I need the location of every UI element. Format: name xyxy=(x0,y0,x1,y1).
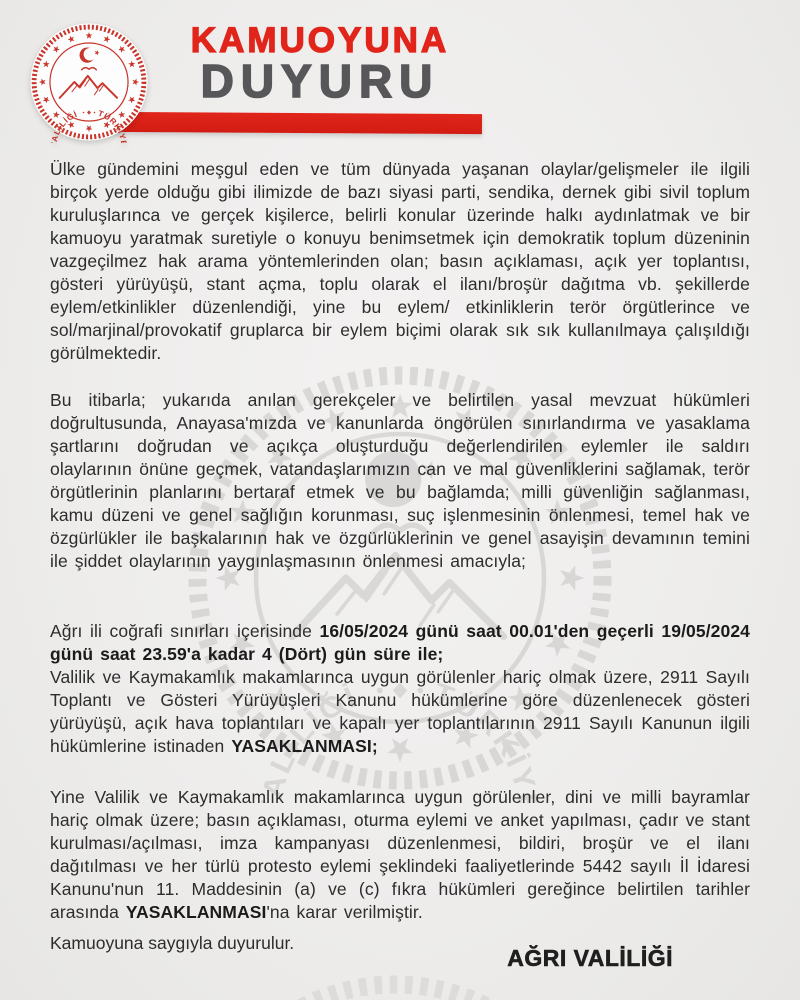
announcement-header xyxy=(0,0,800,148)
signature-agri-valiligi: AĞRI VALİLİĞİ xyxy=(507,945,673,971)
body-paragraph-4-ban: Valilik ve Kaymakamlık makamlarınca uygun görülenler hariç olmak üzere, 2911 Sayılı Toplantı ve Gösteri Yürüyüşleri Kanunu hükümlerine göre düzenlenecek gösteri yürüyüşü, açık hava toplantıları ve kapalı yer toplantılarının 2911 Sayılı Kanunun ilgili hükümlerine istinaden YASAKLANMASI; xyxy=(50,667,750,756)
title-kamuoyuna: KAMUOYUNA xyxy=(190,21,450,60)
body-paragraph-2: Bu itibarla; yukarıda anılan gerekçeler ve belirtilen yasal mevzuat hükümleri doğrultusunda, Anayasa'mızda ve kanunlarda öngörülen sınırlandırma ve yasaklama şartlarını doğrudan ve açıkça oluşturduğu değerlendirilen eylemler ile saldırı olaylarının önüne geçmek, vatandaşlarımızın can ve mal güvenliklerini sağlamak, terör örgütlerinin planlarını bertaraf etmek ve bu bağlamda; milli güvenliğin sağlanması, kamu düzeni ve genel sağlığın korunması, suç işlenmesinin önlenmesi, temel hak ve özgürlükler ile başkalarının hak ve özgürlüklerinin ve genel asayişin devamının temini ile şiddet olaylarının yaygınlaşmasının önlenmesi amacıyla; xyxy=(50,390,750,571)
red-divider-bar xyxy=(106,112,482,134)
announcement-body xyxy=(0,158,800,972)
page-title xyxy=(150,21,490,107)
governorship-seal-icon xyxy=(28,21,150,143)
closing-statement: Kamuoyuna saygıyla duyurulur. xyxy=(50,933,295,953)
title-duyuru: DUYURU xyxy=(200,55,440,107)
announcement-footer xyxy=(50,932,750,972)
body-paragraph-3-dates: Ağrı ili coğrafi sınırları içerisinde 16/05/2024 günü saat 00.01'den geçerli 19/05/2024 günü saat 23.59'a kadar 4 (Dört) gün süre ile; xyxy=(50,621,750,664)
body-paragraph-5-ban: Yine Valilik ve Kaymakamlık makamlarınca uygun görülenler, dini ve milli bayramlar hariç olmak üzere; basın açıklaması, oturma eylemi ve anket yapılması, çadır ve stant kurulması/açılması, imza kampanyası düzenlenmesi, bildiri, broşür ve el ilanı dağıtılması ve her türlü protesto eylemi şeklindeki faaliyetlerinde 5442 sayılı İl İdaresi Kanunu'nun 11. Maddesinin (a) ve (c) fıkra hükümleri gereğince belirtilen tarihler arasında YASAKLANMASI'na karar verilmiştir. xyxy=(50,787,750,922)
body-paragraph-1: Ülke gündemini meşgul eden ve tüm dünyada yaşanan olaylar/gelişmeler ile ilgili birçok yerde olduğu gibi ilimizde de bazı siyasi parti, sendika, dernek gibi sivil toplum kuruluşlarınca ve gerçek kişilerce, belirli konular üzerinde halkı aydınlatmak ve bir kamuoyu yaratmak suretiyle o konuyu benimsetmek için demokratik toplum düzeninin vazgeçilmez hak arama yöntemlerinden olan; basın açıklaması, açık yer toplantısı, gösteri yürüyüşü, stant açma, toplu olarak el ilanı/broşür dağıtma vb. şekillerde eylem/etkinlikler düzenlendiği, yine bu eylem/ etkinliklerin terör örgütlerince ve sol/marjinal/provokatif gruplarca bir eylem biçimi olarak sık sık kullanılmaya çalışıldığı görülmektedir. xyxy=(50,159,750,363)
